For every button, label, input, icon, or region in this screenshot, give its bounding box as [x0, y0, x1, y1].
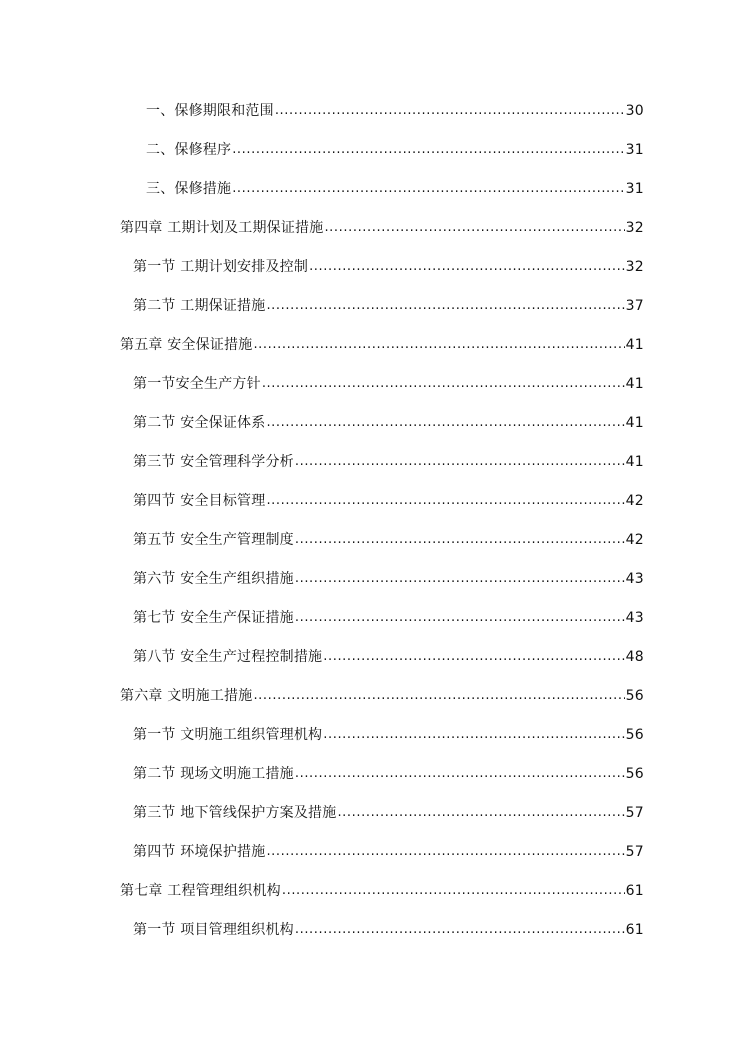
toc-page-number: 41	[625, 415, 644, 431]
toc-entry-title: 第六节 安全生产组织措施	[133, 571, 294, 587]
toc-page-number: 43	[625, 571, 644, 587]
toc-entry-chapter-6-section-1[interactable]	[133, 722, 644, 744]
toc-dot-leader	[323, 726, 624, 744]
toc-dot-leader	[295, 609, 625, 627]
toc-entry-chapter-5-section-6[interactable]	[133, 566, 644, 588]
toc-entry-chapter-6[interactable]	[120, 683, 644, 705]
toc-entry-chapter-5-section-3[interactable]	[133, 449, 644, 471]
toc-dot-leader	[323, 648, 624, 666]
toc-dot-leader	[253, 336, 624, 354]
toc-page-number: 56	[625, 688, 644, 704]
toc-entry-title: 第六章 文明施工措施	[120, 688, 253, 704]
toc-entry-title: 第七节 安全生产保证措施	[133, 610, 294, 626]
toc-page-number: 41	[625, 454, 644, 470]
toc-dot-leader	[282, 882, 625, 900]
toc-entry-title: 第一节 项目管理组织机构	[133, 922, 294, 938]
toc-page-number: 41	[625, 376, 644, 392]
toc-dot-leader	[295, 921, 625, 939]
toc-entry-title: 第三节 地下管线保护方案及措施	[133, 805, 337, 821]
toc-page-number: 61	[625, 883, 644, 899]
toc-entry-chapter-5-section-8[interactable]	[133, 644, 644, 666]
toc-entry-title: 第二节 现场文明施工措施	[133, 766, 294, 782]
toc-entry-title: 第三节 安全管理科学分析	[133, 454, 294, 470]
toc-dot-leader	[266, 843, 624, 861]
toc-dot-leader	[337, 804, 624, 822]
toc-entry-chapter-4-section-2[interactable]	[133, 293, 644, 315]
toc-entry-chapter-5-section-4[interactable]	[133, 488, 644, 510]
toc-entry-title: 第二节 安全保证体系	[133, 415, 266, 431]
toc-page-number: 31	[625, 142, 644, 158]
toc-dot-leader	[324, 219, 624, 237]
toc-dot-leader	[253, 687, 624, 705]
toc-entry-chapter-6-section-4[interactable]	[133, 839, 644, 861]
toc-dot-leader	[232, 141, 624, 159]
toc-dot-leader	[266, 414, 624, 432]
toc-dot-leader	[266, 492, 624, 510]
toc-entry-title: 第一节 文明施工组织管理机构	[133, 727, 323, 743]
toc-entry-chapter-4-section-1[interactable]	[133, 254, 644, 276]
toc-entry-chapter-4[interactable]	[120, 215, 644, 237]
toc-entry-warranty-scope[interactable]	[146, 98, 644, 120]
toc-page-number: 56	[625, 727, 644, 743]
toc-page-number: 56	[625, 766, 644, 782]
toc-page-number: 43	[625, 610, 644, 626]
toc-page-number: 48	[625, 649, 644, 665]
toc-page-number: 41	[625, 337, 644, 353]
toc-page-number: 57	[625, 844, 644, 860]
toc-entry-warranty-measures[interactable]	[146, 176, 644, 198]
toc-entry-title: 第二节 工期保证措施	[133, 298, 266, 314]
toc-entry-chapter-5-section-1[interactable]	[133, 371, 644, 393]
toc-page-number: 32	[625, 220, 644, 236]
toc-dot-leader	[295, 765, 625, 783]
toc-entry-chapter-7-section-1[interactable]	[133, 917, 644, 939]
toc-entry-title: 第四章 工期计划及工期保证措施	[120, 220, 324, 236]
toc-entry-warranty-procedure[interactable]	[146, 137, 644, 159]
toc-dot-leader	[275, 102, 625, 120]
toc-entry-title: 第五章 安全保证措施	[120, 337, 253, 353]
toc-entry-title: 第一节 工期计划安排及控制	[133, 259, 309, 275]
toc-page-number: 30	[625, 103, 644, 119]
toc-entry-title: 第八节 安全生产过程控制措施	[133, 649, 323, 665]
toc-page-number: 31	[625, 181, 644, 197]
toc-entry-chapter-6-section-2[interactable]	[133, 761, 644, 783]
toc-entry-chapter-7[interactable]	[120, 878, 644, 900]
toc-entry-title: 第一节安全生产方针	[133, 376, 261, 392]
toc-dot-leader	[232, 180, 624, 198]
toc-entry-chapter-5-section-5[interactable]	[133, 527, 644, 549]
toc-dot-leader	[262, 375, 625, 393]
toc-entry-title: 三、保修措施	[146, 181, 232, 197]
toc-dot-leader	[295, 453, 625, 471]
toc-page-number: 32	[625, 259, 644, 275]
toc-entry-chapter-6-section-3[interactable]	[133, 800, 644, 822]
toc-dot-leader	[295, 570, 625, 588]
toc-entry-title: 第五节 安全生产管理制度	[133, 532, 294, 548]
toc-page-number: 61	[625, 922, 644, 938]
toc-page-number: 37	[625, 298, 644, 314]
toc-entry-title: 第七章 工程管理组织机构	[120, 883, 281, 899]
toc-page-number: 42	[625, 493, 644, 509]
toc-entry-title: 第四节 环境保护措施	[133, 844, 266, 860]
toc-dot-leader	[309, 258, 625, 276]
toc-entry-chapter-5-section-2[interactable]	[133, 410, 644, 432]
toc-dot-leader	[295, 531, 625, 549]
toc-dot-leader	[266, 297, 624, 315]
toc-entry-title: 二、保修程序	[146, 142, 232, 158]
toc-page-number: 42	[625, 532, 644, 548]
toc-entry-chapter-5[interactable]	[120, 332, 644, 354]
toc-entry-title: 第四节 安全目标管理	[133, 493, 266, 509]
toc-page-number: 57	[625, 805, 644, 821]
toc-entry-title: 一、保修期限和范围	[146, 103, 274, 119]
toc-entry-chapter-5-section-7[interactable]	[133, 605, 644, 627]
